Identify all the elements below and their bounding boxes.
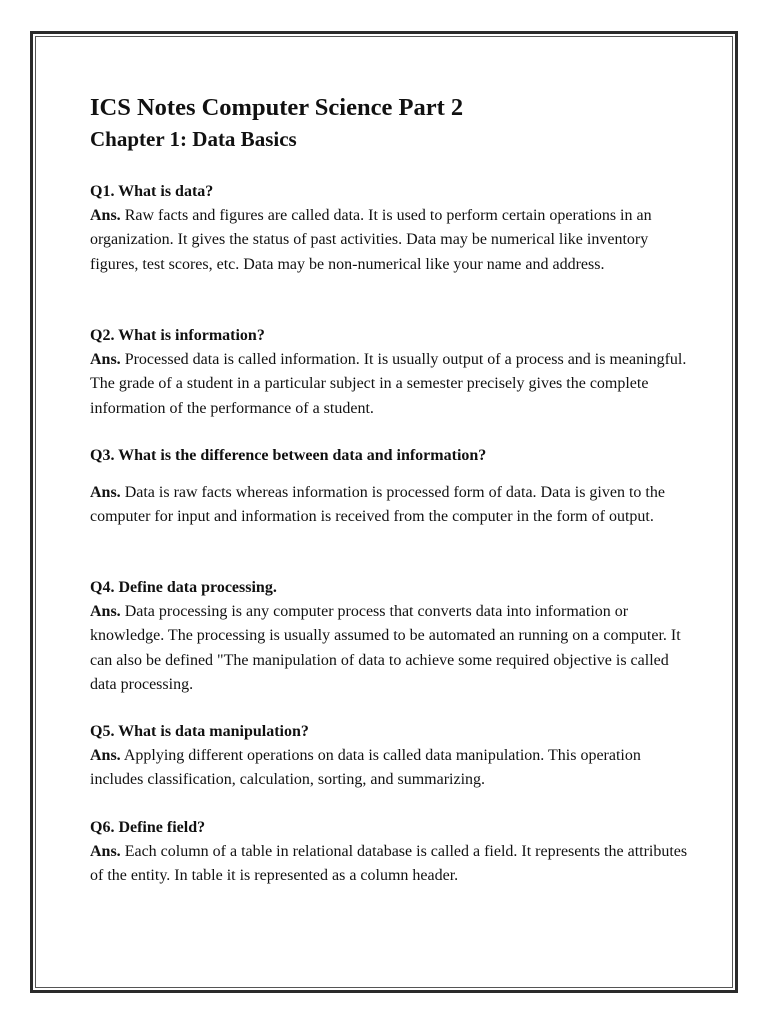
qa-item-3	[90, 444, 690, 530]
answer-label: Ans.	[90, 207, 121, 224]
answer-6	[90, 840, 690, 889]
spacer	[90, 468, 690, 481]
question-4: Q4. Define data processing.	[90, 579, 277, 596]
answer-1	[90, 204, 690, 277]
answer-5-text: Applying different operations on data is called data manipulation. This operation includes classification, calculation, sorting, and summarizing.	[90, 747, 641, 789]
question-2: Q2. What is information?	[90, 327, 265, 344]
answer-2	[90, 348, 690, 421]
qa-item-1	[90, 180, 690, 277]
chapter-title: Chapter 1: Data Basics	[90, 127, 297, 151]
answer-label: Ans.	[90, 484, 121, 501]
answer-4-text: Data processing is any computer process that converts data into information or knowledge. The processing is usually assumed to be automated an running on a computer. It can also be defined "The manipulation of data to achieve some required objective is called data processing.	[90, 603, 681, 693]
answer-label: Ans.	[90, 747, 121, 764]
answer-label: Ans.	[90, 843, 121, 860]
qa-item-5	[90, 720, 690, 793]
qa-item-4	[90, 576, 690, 697]
answer-label: Ans.	[90, 603, 121, 620]
document-content	[90, 92, 690, 885]
qa-item-6	[90, 816, 690, 889]
question-5: Q5. What is data manipulation?	[90, 723, 309, 740]
answer-5	[90, 744, 690, 793]
answer-3-text: Data is raw facts whereas information is processed form of data. Data is given to the computer for input and information is received from the computer in the form of output.	[90, 484, 665, 526]
question-3: Q3. What is the difference between data and information?	[90, 447, 487, 464]
answer-label: Ans.	[90, 351, 121, 368]
question-1: Q1. What is data?	[90, 183, 214, 200]
document-title: ICS Notes Computer Science Part 2	[90, 94, 464, 121]
question-6: Q6. Define field?	[90, 819, 206, 836]
answer-6-text: Each column of a table in relational database is called a field. It represents the attributes of the entity. In table it is represented as a column header.	[90, 843, 688, 885]
answer-2-text: Processed data is called information. It is usually output of a process and is meaningful. The grade of a student in a particular subject in a semester precisely gives the complete information of the performance of a student.	[90, 351, 687, 417]
answer-1-text: Raw facts and figures are called data. It is used to perform certain operations in an organization. It gives the status of past activities. Data may be numerical like inventory figures, test scores, etc. Data may be non-numerical like your name and address.	[90, 207, 652, 273]
qa-item-2	[90, 324, 690, 421]
answer-3	[90, 481, 690, 530]
answer-4	[90, 600, 690, 697]
